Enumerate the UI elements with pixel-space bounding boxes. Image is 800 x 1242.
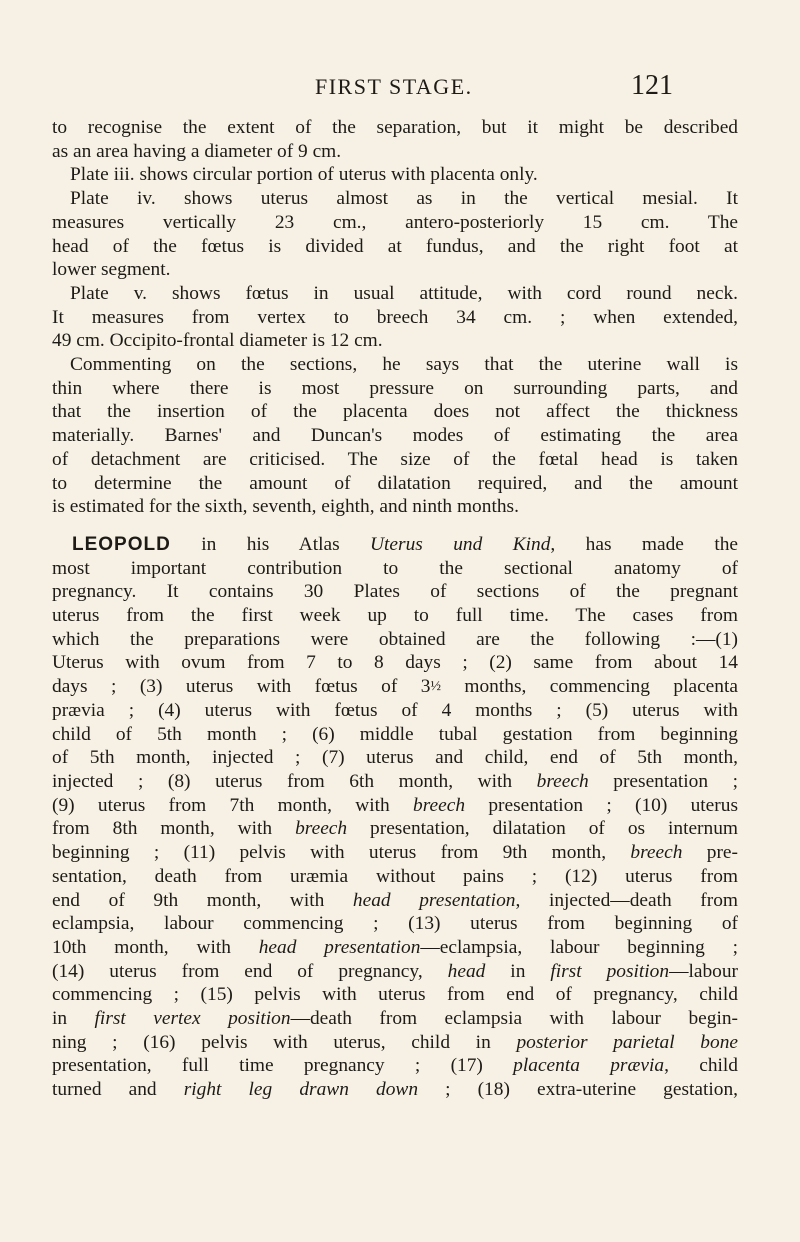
text-line: 49 cm. Occipito-frontal diameter is 12 cm. [52, 330, 383, 352]
text-line [52, 960, 738, 984]
text-line: head of the fœtus is divided at fundus, and the right foot at [52, 235, 738, 257]
text-line [52, 936, 738, 960]
running-head [0, 70, 800, 104]
text-run: —death from eclampsia with labour begin- [290, 1008, 738, 1030]
text-line: as an area having a diameter of 9 cm. [52, 140, 342, 162]
page-number: 121 [631, 70, 673, 101]
text-run: in [485, 960, 551, 982]
italic-run: breech [630, 842, 683, 864]
text-line: materially. Barnes' and Duncan's modes of estimating the area [52, 425, 738, 447]
text-line [52, 1031, 738, 1055]
italic-run: head presentation [258, 936, 421, 958]
text-line: eclampsia, labour commencing ; (13) uterus from beginning of [52, 913, 738, 935]
fraction: ½ [430, 679, 441, 695]
body-text [52, 116, 738, 1102]
text-line [52, 1007, 738, 1031]
text-line [52, 794, 738, 818]
text-line: pregnancy. It contains 30 Plates of sections of the pregnant [52, 581, 738, 603]
text-run: in his Atlas [170, 533, 371, 555]
text-line: commencing ; (15) pelvis with uterus from end of pregnancy, child [52, 984, 738, 1006]
text-run: in [52, 1008, 95, 1030]
text-line: of detachment are criticised. The size of the fœtal head is taken [52, 448, 738, 470]
text-line: is estimated for the sixth, seventh, eighth, and ninth months. [52, 496, 519, 518]
text-run: presentation, dilatation of os internum [347, 818, 738, 840]
text-run: ning ; (16) pelvis with uterus, child in [52, 1031, 517, 1053]
text-line [52, 817, 738, 841]
text-run: presentation ; [588, 770, 738, 792]
text-line: Uterus with ovum from 7 to 8 days ; (2) same from about 14 [52, 652, 738, 674]
text-line: to determine the amount of dilatation required, and the amount [52, 472, 738, 494]
text-run: —eclampsia, labour beginning ; [420, 936, 738, 958]
italic-run: first vertex position [94, 1008, 291, 1030]
text-line: to recognise the extent of the separation, but it might be described [52, 117, 738, 138]
text-line: Commenting on the sections, he says that the uterine wall is [70, 354, 738, 376]
italic-run: head presentation [352, 889, 516, 911]
text-line: Plate iii. shows circular portion of uterus with placenta only. [70, 164, 538, 186]
italic-run: head [447, 960, 486, 982]
text-line: thin where there is most pressure on surrounding parts, and [52, 377, 738, 399]
text-run: from 8th month, with [52, 818, 296, 840]
text-run: pre- [682, 842, 738, 864]
italic-run: placenta prævia [513, 1055, 665, 1077]
italic-run: right leg drawn down [183, 1079, 419, 1101]
paragraph-gap [52, 519, 738, 533]
italic-run: breech [536, 770, 589, 792]
text-run: turned and [52, 1079, 184, 1101]
text-run: 10th month, with [52, 936, 259, 958]
text-run: months, commencing placenta [440, 676, 738, 698]
text-line: measures vertically 23 cm., antero-posteriorly 15 cm. The [52, 211, 738, 233]
italic-run: first position [550, 960, 670, 982]
text-line [52, 770, 738, 794]
text-line [52, 1054, 738, 1078]
text-line [52, 533, 738, 557]
text-run: ; (18) extra-uterine gestation, [418, 1079, 738, 1101]
text-run: , injected—death from [515, 889, 739, 911]
text-line: sentation, death from uræmia without pains ; (12) uterus from [52, 865, 738, 887]
text-line: Plate iv. shows uterus almost as in the vertical mesial. It [70, 188, 738, 210]
text-line: that the insertion of the placenta does not affect the thickness [52, 401, 738, 423]
text-line: Plate v. shows fœtus in usual attitude, with cord round neck. [70, 282, 738, 304]
book-title: Uterus und Kind [370, 533, 551, 555]
text-line [52, 675, 738, 699]
text-line [52, 841, 738, 865]
text-run: —labour [669, 960, 739, 982]
text-line: prævia ; (4) uterus with fœtus of 4 months ; (5) uterus with [52, 699, 738, 721]
text-run: days ; (3) uterus with fœtus of 3 [52, 676, 431, 698]
text-line: of 5th month, injected ; (7) uterus and child, end of 5th month, [52, 747, 738, 769]
text-run: presentation, full time pregnancy ; (17) [52, 1055, 514, 1077]
italic-run: posterior parietal bone [516, 1031, 738, 1053]
text-run: beginning ; (11) pelvis with uterus from 9th month, [52, 842, 631, 864]
text-line: It measures from vertex to breech 34 cm. ; when extended, [52, 306, 738, 328]
text-line: uterus from the first week up to full time. The cases from [52, 605, 738, 627]
text-line: which the preparations were obtained are the following :—(1) [52, 628, 738, 650]
text-line [52, 889, 738, 913]
text-line [52, 1078, 738, 1102]
text-run: , has made the [550, 533, 739, 555]
author-name: LEOPOLD [72, 533, 171, 555]
italic-run: breech [295, 818, 348, 840]
text-run: presentation ; (10) uterus [465, 794, 738, 816]
text-line: most important contribution to the sectional anatomy of [52, 557, 738, 579]
text-line: child of 5th month ; (6) middle tubal gestation from beginning [52, 723, 738, 745]
text-line: lower segment. [52, 259, 171, 281]
running-title: FIRST STAGE. [315, 74, 473, 99]
text-run: (9) uterus from 7th month, with [52, 794, 413, 816]
italic-run: breech [413, 794, 466, 816]
text-run: , child [664, 1055, 738, 1077]
text-run: injected ; (8) uterus from 6th month, with [52, 770, 537, 792]
text-run: end of 9th month, with [52, 889, 353, 911]
text-run: (14) uterus from end of pregnancy, [52, 960, 448, 982]
